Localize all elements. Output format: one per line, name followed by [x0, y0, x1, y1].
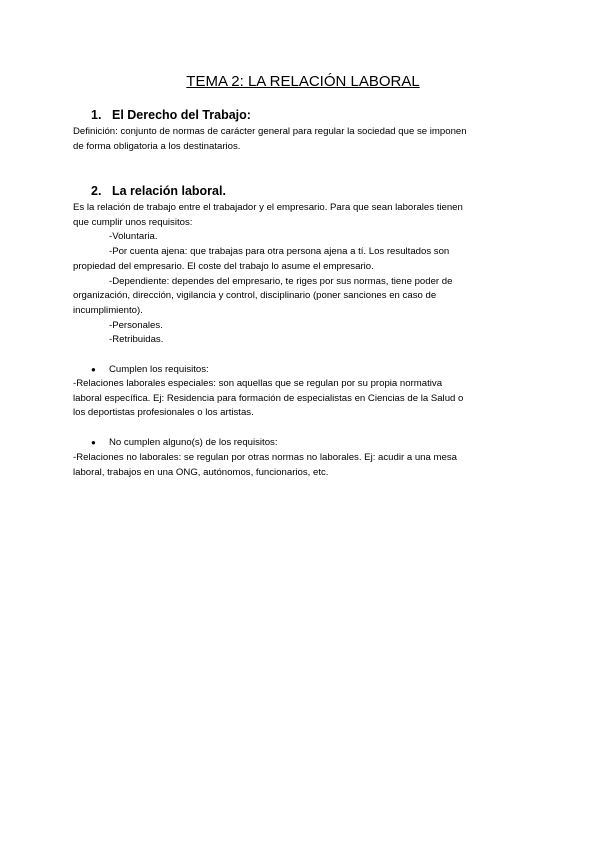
text-line: incumplimiento). [73, 304, 143, 316]
section-2-body [73, 201, 533, 348]
relaciones-especiales [73, 377, 533, 421]
bullet-no-cumplen [91, 436, 278, 451]
section-2-number: 2. [91, 184, 102, 198]
bullet-text: No cumplen alguno(s) de los requisitos: [109, 437, 278, 448]
bullet-icon: ● [91, 438, 96, 447]
requirement-voluntaria: -Voluntaria. [109, 231, 158, 243]
text-line: -Relaciones no laborales: se regulan por otras normas no laborales. Ej: acudir a una mesa [73, 452, 457, 463]
relaciones-no-laborales [73, 451, 533, 480]
section-1-definition [73, 125, 533, 154]
document-title: TEMA 2: LA RELACIÓN LABORAL [186, 73, 420, 90]
text-line: los deportistas profesionales o los artistas. [73, 407, 254, 419]
section-2-heading [91, 183, 226, 199]
bullet-icon: ● [91, 365, 96, 374]
text-line: de forma obligatoria a los destinatarios. [73, 140, 241, 152]
text-line: organización, dirección, vigilancia y control, disciplinario (poner sanciones en caso de [73, 290, 437, 302]
text-line: laboral, trabajos en una ONG, autónomos, funcionarios, etc. [73, 466, 329, 478]
requirement-retribuidas: -Retribuidas. [109, 334, 164, 346]
section-2-heading-text: La relación laboral. [112, 184, 226, 198]
text-line: Definición: conjunto de normas de carácter general para regular la sociedad que se imponen [73, 126, 467, 137]
requirement-dependiente: -Dependiente: dependes del empresario, te riges por sus normas, tiene poder de [109, 275, 453, 287]
text-line: laboral específica. Ej: Residencia para formación de especialistas en Ciencias de la Salud o [73, 392, 464, 404]
requirement-personales: -Personales. [109, 319, 163, 331]
text-line: propiedad del empresario. El coste del trabajo lo asume el empresario. [73, 260, 374, 272]
bullet-cumplen [91, 363, 209, 378]
text-line: -Relaciones laborales especiales: son aquellas que se regulan por su propia normativa [73, 378, 443, 389]
section-1-heading [91, 107, 251, 123]
text-line: Es la relación de trabajo entre el trabajador y el empresario. Para que sean laborales tienen [73, 202, 463, 213]
section-1-number: 1. [91, 108, 102, 122]
requirement-ajena: -Por cuenta ajena: que trabajas para otra persona ajena a tí. Los resultados son [109, 246, 450, 258]
section-1-heading-text: El Derecho del Trabajo: [112, 108, 251, 122]
bullet-text: Cumplen los requisitos: [109, 364, 209, 375]
text-line: que cumplir unos requisitos: [73, 216, 193, 228]
